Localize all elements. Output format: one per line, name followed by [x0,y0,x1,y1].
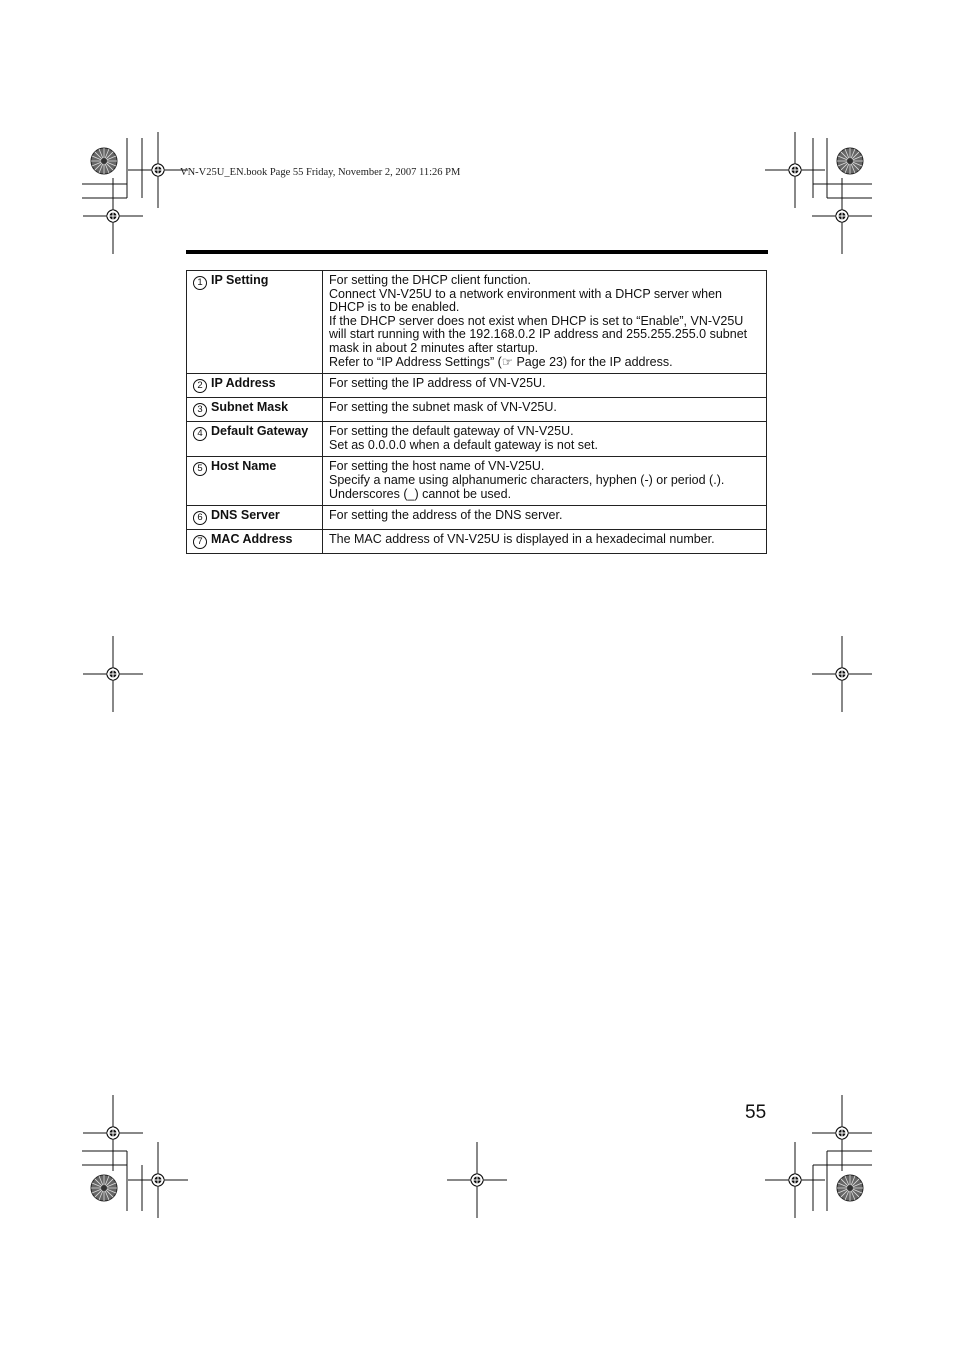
setting-name: DNS Server [211,508,280,523]
row-label [187,398,323,422]
description-line: For setting the host name of VN-V25U. [329,459,545,474]
setting-name: MAC Address [211,532,293,547]
page-number: 55 [745,1102,767,1123]
description-line: Connect VN-V25U to a network environment with a DHCP server when [329,286,722,301]
row-description [323,374,767,398]
section-rule [186,250,768,254]
setting-name: Default Gateway [211,424,309,439]
description-line: For setting the DHCP client function. [329,273,531,287]
table-row [187,530,767,554]
description-line: Refer to “IP Address Settings” (☞ Page 23) for the IP address. [329,354,673,369]
row-description [323,398,767,422]
description-line: DHCP is to be enabled. [329,300,460,315]
description-line: Specify a name using alphanumeric characters, hyphen (-) or period (.). [329,472,725,487]
row-description [323,457,767,506]
table-row [187,506,767,530]
row-label [187,530,323,554]
table-row [187,374,767,398]
circled-number: 3 [193,403,207,417]
row-label [187,374,323,398]
row-description [323,422,767,457]
circled-number: 4 [193,427,207,441]
row-label [187,457,323,506]
description-line: mask in about 2 minutes after startup. [329,340,539,355]
table-row [187,398,767,422]
circled-number: 2 [193,379,207,393]
setting-name: Host Name [211,459,277,474]
setting-name: IP Setting [211,273,269,287]
circled-number: 6 [193,511,207,525]
description-line: If the DHCP server does not exist when DHCP is set to “Enable”, VN-V25U [329,313,744,328]
print-header: VN-V25U_EN.book Page 55 Friday, November 2, 2007 11:26 PM [180,167,461,178]
description-line: Underscores (_) cannot be used. [329,486,512,501]
circled-number: 5 [193,462,207,476]
circled-number: 1 [193,276,207,290]
row-description [323,530,767,554]
description-line: For setting the IP address of VN-V25U. [329,376,546,391]
row-label [187,271,323,374]
table-row [187,422,767,457]
row-label [187,422,323,457]
description-line: For setting the address of the DNS server. [329,508,563,523]
description-line: Set as 0.0.0.0 when a default gateway is not set. [329,437,598,452]
settings-table [186,270,767,554]
row-description [323,506,767,530]
circled-number: 7 [193,535,207,549]
table-row [187,457,767,506]
setting-name: IP Address [211,376,276,391]
row-label [187,506,323,530]
table-row [187,271,767,374]
description-line: The MAC address of VN-V25U is displayed in a hexadecimal number. [329,532,715,547]
row-description [323,271,767,374]
setting-name: Subnet Mask [211,400,289,415]
description-line: For setting the subnet mask of VN-V25U. [329,400,557,415]
description-line: will start running with the 192.168.0.2 IP address and 255.255.255.0 subnet [329,327,748,342]
description-line: For setting the default gateway of VN-V25U. [329,424,574,439]
